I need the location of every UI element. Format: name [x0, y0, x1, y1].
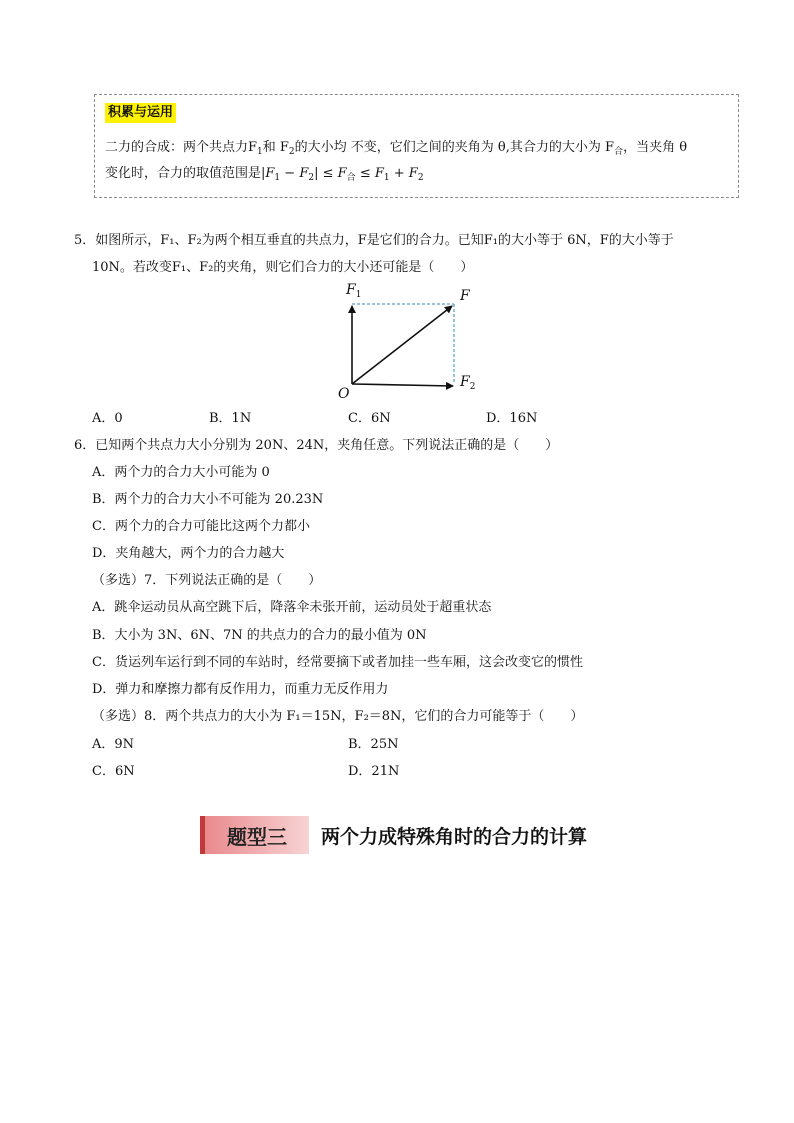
note-text: 的大小均 不变，它们之间的夹角为 θ,其合力的大小为 F — [294, 140, 615, 155]
section-tag: 题型三 — [205, 816, 309, 854]
q8-option-b: B．25N — [348, 737, 399, 752]
f2-vector — [352, 384, 453, 386]
q5-force-diagram — [334, 282, 494, 408]
q6-option-d: D．夹角越大，两个力的合力越大 — [92, 546, 285, 561]
resultant-f-vector — [352, 306, 452, 384]
q5-option-b: B．1N — [209, 411, 252, 426]
formula-symbol: F — [408, 166, 418, 181]
q6-option-a: A．两个力的合力大小可能为 0 — [92, 465, 270, 480]
note-text: 变化时，合力的取值范围是| — [105, 166, 266, 181]
q7-option-d: D．弹力和摩擦力都有反作用力，而重力无反作用力 — [92, 682, 389, 697]
note-line-1 — [105, 139, 687, 161]
formula-symbol: F — [337, 166, 347, 181]
formula-symbol: − — [280, 166, 300, 181]
label-f: F — [460, 288, 470, 304]
subscript: 1 — [383, 173, 390, 183]
q5-option-d: D．16N — [486, 411, 538, 426]
note-tag: 积累与运用 — [105, 103, 176, 123]
formula-symbol: F — [265, 166, 275, 181]
q7-option-b: B．大小为 3N、6N、7N 的共点力的合力的最小值为 0N — [92, 628, 427, 643]
q5-stem-line-2: 10N。若改变F₁、F₂的夹角，则它们合力的大小还可能是（ ） — [92, 260, 474, 275]
formula-symbol: F — [374, 166, 384, 181]
q6-stem: 6．已知两个共点力大小分别为 20N、24N，夹角任意。下列说法正确的是（ ） — [74, 438, 559, 453]
label-f1: $F_1$ — [346, 282, 362, 300]
section-title: 两个力成特殊角时的合力的计算 — [321, 825, 588, 848]
q5-stem-line-1: 5．如图所示，F₁、F₂为两个相互垂直的共点力，F是它们的合力。已知F₁的大小等于 6N，F的大小等于 — [74, 233, 674, 248]
q8-option-a: A．9N — [92, 737, 135, 752]
q7-option-c: C．货运列车运行到不同的车站时，经常要摘下或者加挂一些车厢，这会改变它的惯性 — [92, 655, 583, 670]
note-box — [94, 94, 739, 198]
note-text: ，当夹角 θ — [623, 140, 688, 155]
subscript: 2 — [308, 173, 315, 183]
q6-option-b: B．两个力的合力大小不可能为 20.23N — [92, 492, 324, 507]
q6-option-c: C．两个力的合力可能比这两个力都小 — [92, 519, 310, 534]
label-origin: O — [338, 386, 350, 402]
note-text: 和 F — [262, 140, 289, 155]
section-heading — [200, 816, 587, 854]
subscript: 合 — [346, 173, 356, 183]
formula-symbol: | ≤ — [314, 166, 338, 181]
formula-symbol: + — [389, 166, 409, 181]
note-text: 二力的合成：两个共点力F — [105, 140, 258, 155]
subscript: 1 — [274, 173, 281, 183]
q5-option-a: A．0 — [92, 411, 123, 426]
subscript: 2 — [417, 173, 424, 183]
q5-option-c: C．6N — [348, 411, 391, 426]
q7-option-a: A．跳伞运动员从高空跳下后，降落伞未张开前，运动员处于超重状态 — [92, 600, 492, 615]
formula-symbol: ≤ — [355, 166, 375, 181]
formula-symbol: F — [299, 166, 309, 181]
q8-option-d: D．21N — [348, 764, 400, 779]
label-f2: $F_2$ — [460, 374, 476, 392]
subscript: 合 — [614, 147, 624, 157]
q8-option-c: C．6N — [92, 764, 135, 779]
q7-stem: （多选）7．下列说法正确的是（ ） — [92, 573, 322, 588]
subscript: 1 — [257, 147, 263, 157]
note-line-2 — [105, 165, 424, 187]
q8-stem: （多选）8．两个共点力的大小为 F₁＝15N，F₂＝8N，它们的合力可能等于（ ） — [92, 709, 584, 724]
subscript: 2 — [288, 147, 295, 157]
